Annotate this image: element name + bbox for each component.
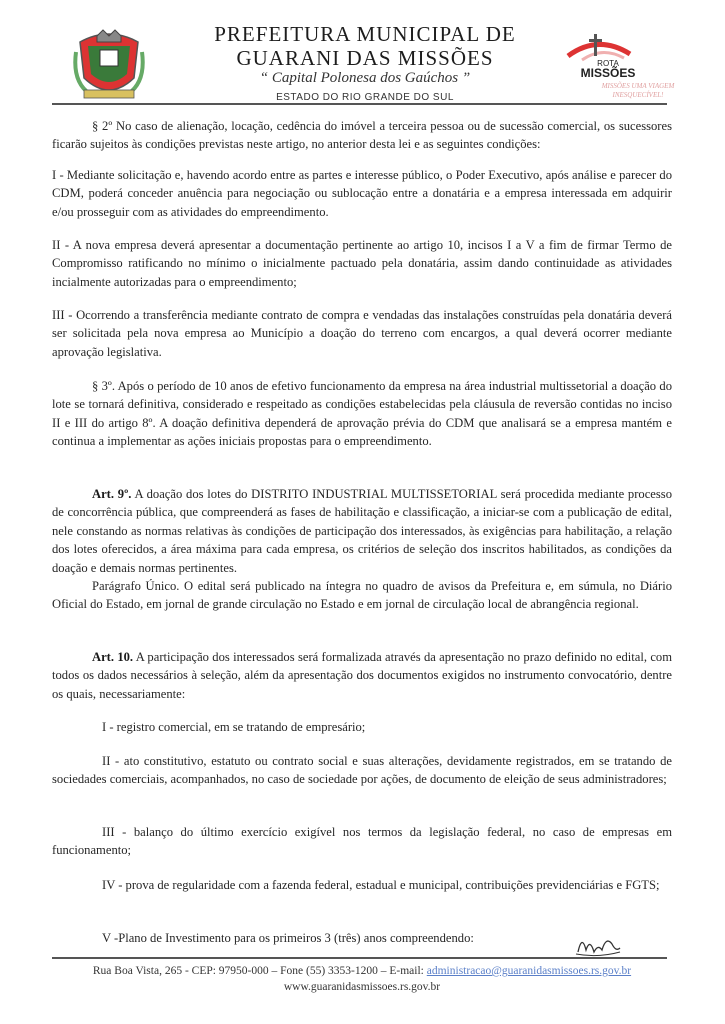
paragraph-3: § 3º. Após o período de 10 anos de efetivo funcionamento da empresa na área industrial multissetorial a doação do lote se tornará definitiva, considerado e respeitado as condições estabelecidas pela cláusula de reversão contidas no inciso II e III do artigo 8º. A doação definitiva dependerá de aprovação prévia do CDM que analisará se a empresa mantém e continua a implementar as ações iniciais propostas para o empreendimento. [52,379,672,449]
item-iv: IV - prova de regularidade com a fazenda federal, estadual e municipal, contribuições previdenciárias e FGTS; [102,878,660,892]
footer-address: Rua Boa Vista, 265 - CEP: 97950-000 – Fone (55) 3353-1200 – E-mail: [92,965,427,977]
item-v: V -Plano de Investimento para os primeiros 3 (três) anos compreendendo: [102,931,474,945]
logo-slogan: MISSÕES UMA VIAGEM INESQUECÍVEL! [601,82,675,99]
footer-website[interactable]: www.guaranidasmissoes.rs.gov.br [283,981,441,993]
logo-missoes-text: MISSÕES [580,66,636,80]
article-10 [52,648,672,703]
article-9 [52,485,672,577]
coat-of-arms-icon [70,22,148,104]
article-10-text: A participação dos interessados será formalizada através da apresentação no prazo definido no edital, com todos os dados necessários à seleção, além da apresentação dos documentos exigidos no instrumento convocatório, dentre os quais, necessariamente: [52,650,672,701]
article-10-label: Art. 10. [92,650,134,664]
item-iii: III - balanço do último exercício exigível nos termos da legislação federal, no caso de empresas em funcionamento; [52,825,672,858]
paragraph-2: § 2º No caso de alienação, locação, cedência do imóvel a terceira pessoa ou de sucessão comercial, os sucessores ficarão sujeitos às condições previstas neste artigo, no anterior desta lei e as seguintes condições: [52,119,672,152]
inciso-iii: III - Ocorrendo a transferência mediante contrato de compra e vendadas das instalações construídas pela donatária deverá ser solicitada pela nova empresa ao Município a doação do terreno com encargos, a qual deverá ocorrer mediante aprovação legislativa. [52,308,672,359]
footer-divider [52,957,667,959]
item-i: I - registro comercial, em se tratando de empresário; [102,720,366,734]
footer-address-line [62,965,662,977]
item-ii: II - ato constitutivo, estatuto ou contrato social e suas alterações, devidamente registrados, em se tratando de sociedades comerciais, acompanhados, no caso de sociedade por ações, de documento de eleição de seus administradores; [52,754,672,787]
header-motto: “ Capital Polonesa dos Gaúchos ” [259,70,471,86]
inciso-ii: II - A nova empresa deverá apresentar a documentação pertinente ao artigo 10, incisos I a V a fim de firmar Termo de Compromisso ratificando no mínimo o inicialmente pactuado pela donatária, assim dando continuidade as atividades incialmente autorizadas para o empreendimento; [52,238,672,289]
inciso-i: I - Mediante solicitação e, havendo acordo entre as partes e interesse público, o Poder Executivo, após análise e parecer do CDM, poderá conceder anuência para negociação ou sublocação entre a donatária e a empresa interessada em adquirir e/ou prosseguir com as atividades do empreendimento. [52,168,672,219]
article-9-label: Art. 9º. [92,487,132,501]
logo-rota-text: ROTA [597,59,619,68]
header-title-line2: GUARANI DAS MISSÕES [236,46,494,70]
footer-email-link[interactable]: administracao@guaranidasmissoes.rs.gov.br [426,965,632,977]
header-state: ESTADO DO RIO GRANDE DO SUL [276,92,454,103]
sole-paragraph: Parágrafo Único. O edital será publicado na íntegra no quadro de avisos da Prefeitura e, em súmula, no Diário Oficial do Estado, em jornal de grande circulação no Estado e em jornal de circulação local de abrangência regional. [52,579,672,612]
signature-initials [572,930,624,958]
article-9-text: A doação dos lotes do DISTRITO INDUSTRIAL MULTISSETORIAL será procedida mediante processo de concorrência pública, que compreenderá as fases de habilitação e classificação, a iniciar-se com a publicação de edital, nele constando as normas relativas às condições de participação dos interessados, às exigências para habilitação, a relação dos lotes oferecidos, a área máxima para cada empresa, os critérios de seleção dos inscritos habilitados, as condições da doação e demais normas pertinentes. [52,487,672,575]
header-title-line1: PREFEITURA MUNICIPAL DE [214,22,516,46]
header-divider [52,103,667,105]
